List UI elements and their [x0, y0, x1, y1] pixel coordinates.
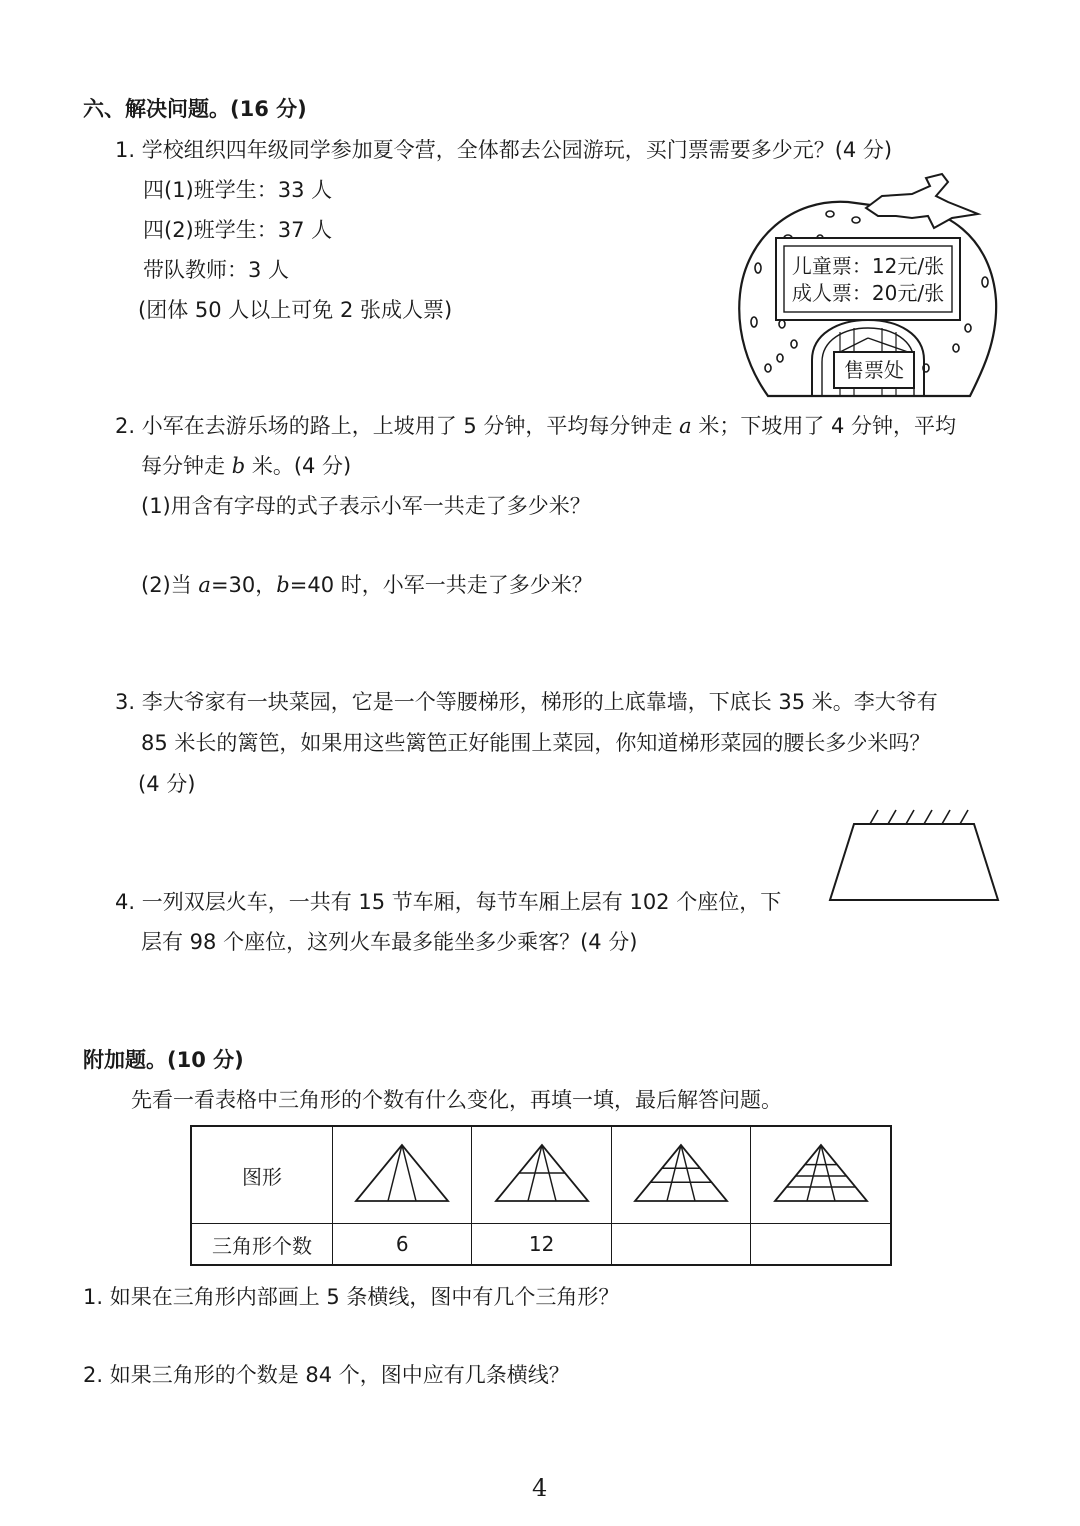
figure-cell-3: [611, 1126, 750, 1224]
section-heading: 六、解决问题。(16 分): [83, 97, 307, 121]
variable-b: b: [231, 454, 246, 478]
question-2-line-2: 每分钟走 b 米。(4 分): [141, 454, 352, 478]
question-2-sub-2: (2)当 a=30，b=40 时，小军一共走了多少米？: [141, 573, 593, 597]
variable-a: a: [679, 414, 692, 438]
bonus-question-2: 2. 如果三角形的个数是 84 个，图中应有几条横线？: [83, 1363, 570, 1387]
trapezoid-shape: [830, 824, 998, 900]
leaf-outline: [866, 174, 978, 228]
bonus-heading: 附加题。(10 分): [83, 1048, 244, 1072]
count-cell-2: 12: [472, 1224, 611, 1266]
figure-cell-1: [333, 1126, 472, 1224]
adult-ticket-price: 成人票：20元/张: [791, 281, 945, 305]
child-ticket-price: 儿童票：12元/张: [791, 254, 945, 278]
row-label-figure: 图形: [191, 1126, 333, 1224]
bonus-question-1: 1. 如果在三角形内部画上 5 条横线，图中有几个三角形？: [83, 1285, 620, 1309]
question-4-line-2: 层有 98 个座位，这列火车最多能坐多少乘客？(4 分): [141, 930, 638, 954]
triangle-figure-2: [492, 1141, 592, 1205]
triangle-figure-3: [631, 1141, 731, 1205]
row-label-count: 三角形个数: [191, 1224, 333, 1266]
figure-cell-2: [472, 1126, 611, 1224]
triangle-figure-1: [352, 1141, 452, 1205]
wall-hatch-marks: [870, 810, 968, 824]
q1-class-2: 四(2)班学生：37 人: [143, 218, 333, 242]
trapezoid-garden-diagram: [824, 806, 1004, 902]
page-number: 4: [532, 1474, 548, 1502]
count-cell-3[interactable]: [611, 1224, 750, 1266]
question-3-line-2: 85 米长的篱笆，如果用这些篱笆正好能围上菜园，你知道梯形菜园的腰长多少米吗？: [141, 731, 931, 755]
booth-label: 售票处: [844, 358, 904, 382]
q1-class-1: 四(1)班学生：33 人: [143, 178, 333, 202]
count-cell-4[interactable]: [751, 1224, 891, 1266]
q1-note: (团体 50 人以上可免 2 张成人票): [138, 298, 453, 322]
question-2-sub-1: (1)用含有字母的式子表示小军一共走了多少米？: [141, 494, 591, 518]
figure-cell-4: [751, 1126, 891, 1224]
price-sign-board: [776, 238, 960, 320]
triangle-pattern-table: [190, 1125, 892, 1266]
question-2-line-1: 2. 小军在去游乐场的路上，上坡用了 5 分钟，平均每分钟走 a 米；下坡用了 4 分钟，平均: [115, 414, 957, 438]
question-1-title: 1. 学校组织四年级同学参加夏令营，全体都去公园游玩，买门票需要多少元？(4 分): [115, 138, 893, 162]
bonus-intro: 先看一看表格中三角形的个数有什么变化，再填一填，最后解答问题。: [131, 1088, 782, 1112]
q1-teachers: 带队教师：3 人: [143, 258, 290, 282]
triangle-figure-4: [771, 1141, 871, 1205]
question-4-line-1: 4. 一列双层火车，一共有 15 节车厢，每节车厢上层有 102 个座位，下: [115, 890, 782, 914]
ticket-booth-illustration: [730, 172, 1010, 404]
question-3-line-3: (4 分): [138, 772, 196, 796]
count-cell-1: 6: [333, 1224, 472, 1266]
question-3-line-1: 3. 李大爷家有一块菜园，它是一个等腰梯形，梯形的上底靠墙，下底长 35 米。李大爷有: [115, 690, 938, 714]
